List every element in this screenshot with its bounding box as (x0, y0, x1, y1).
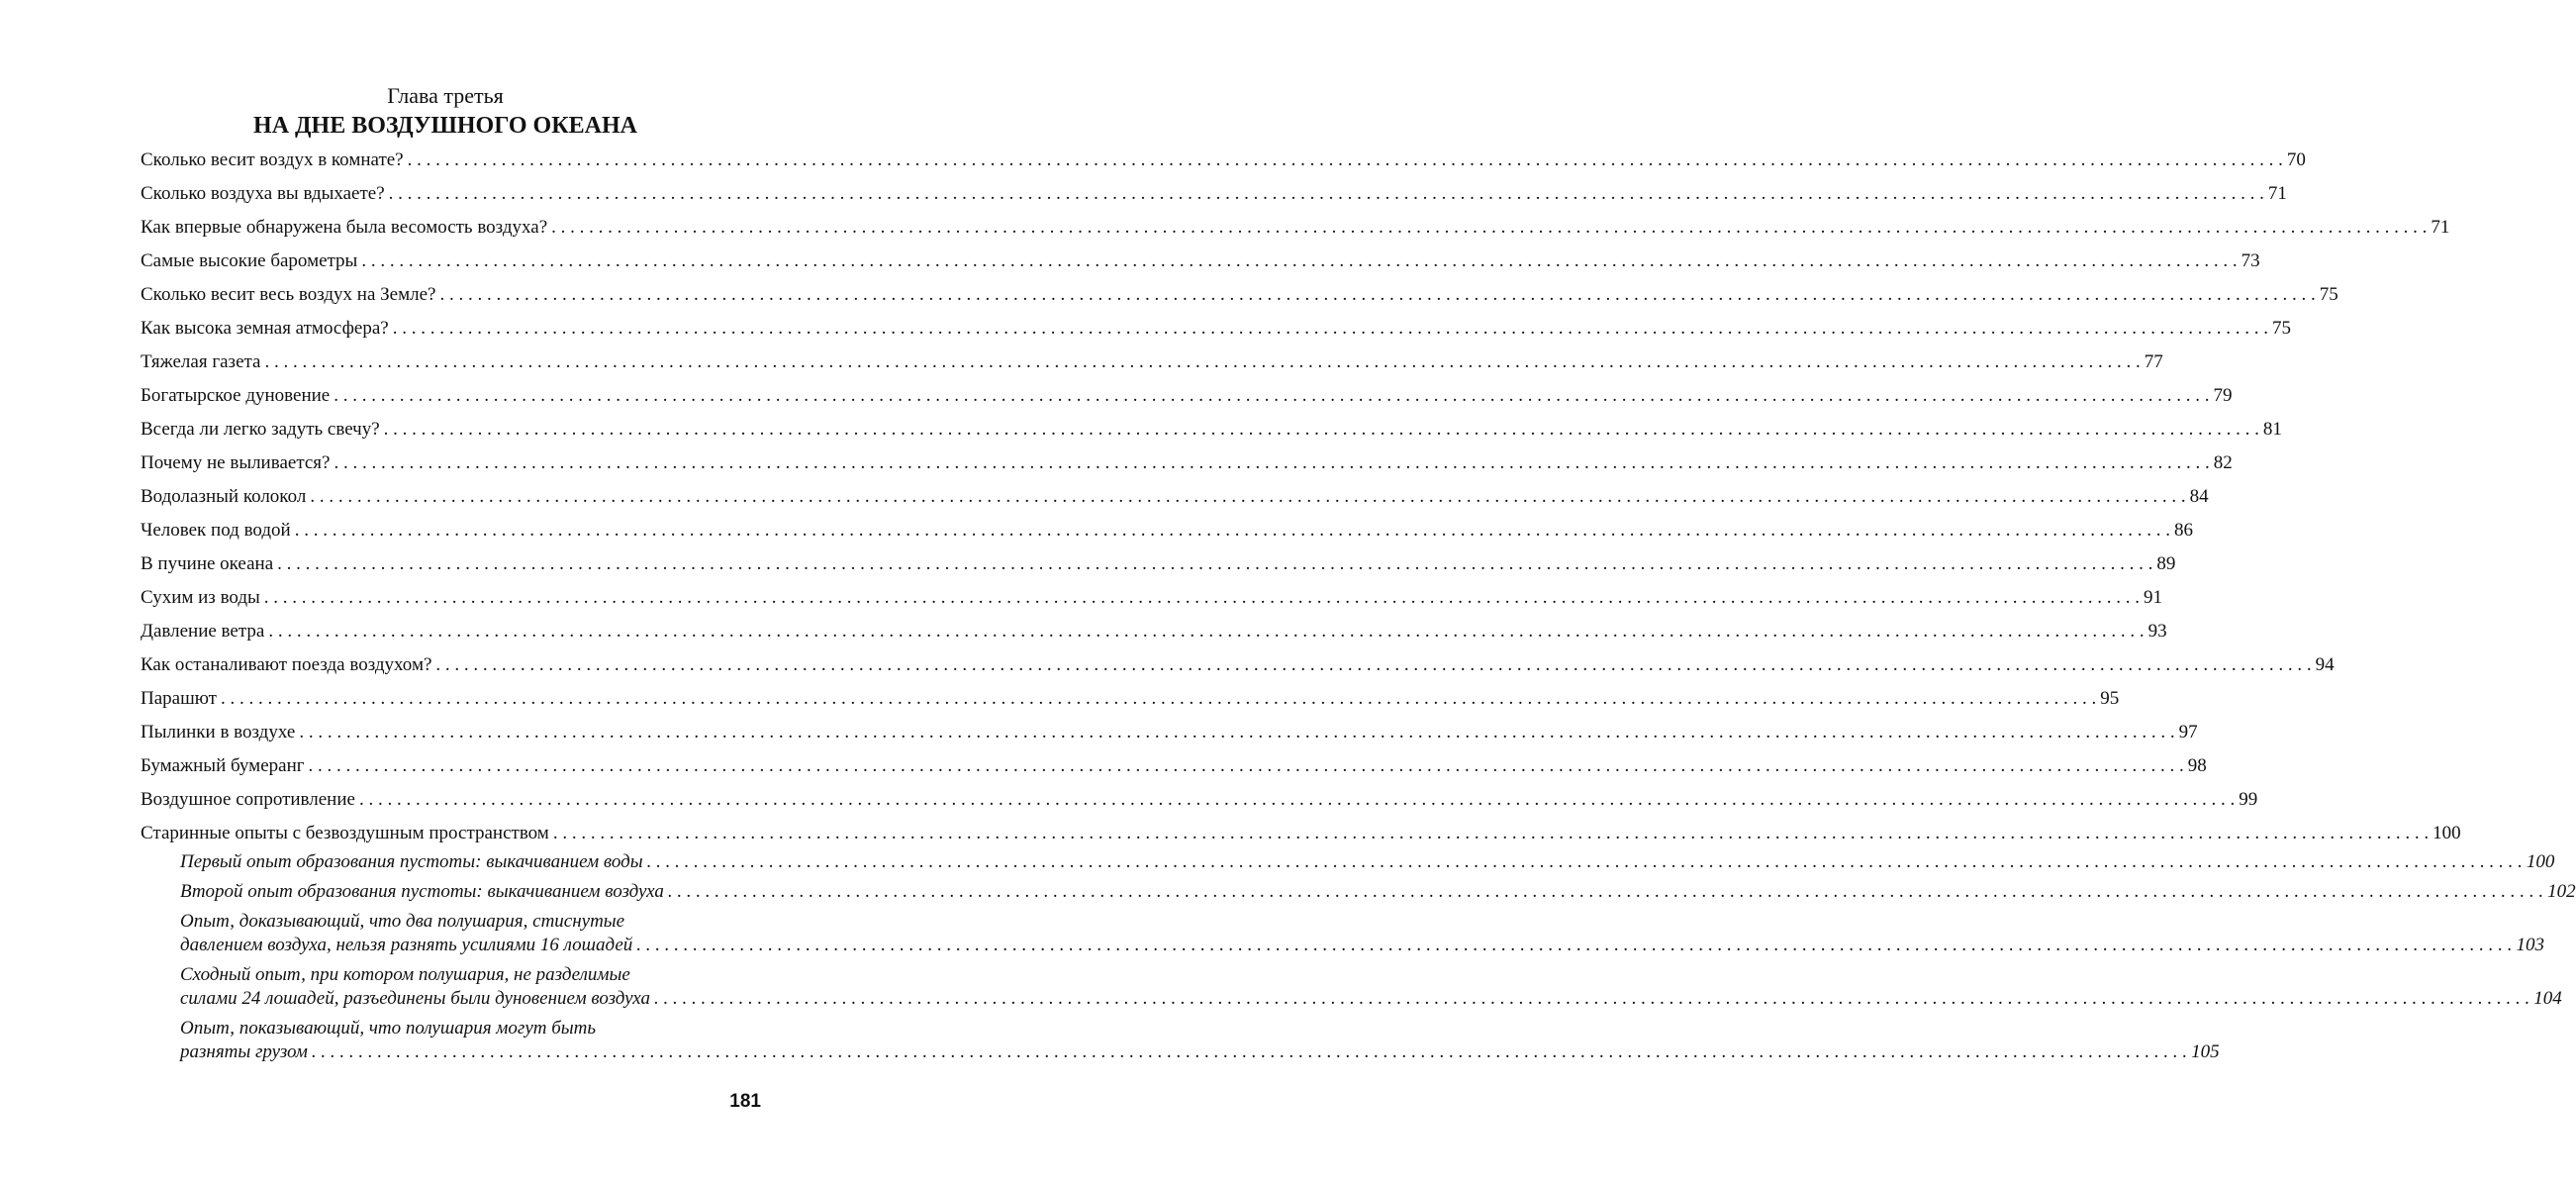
dot-leader: . . . . . . . . . . . . . . . . . . . . . . . . . . . . . . . . . . . . . . . . . . . . . . . . . . . . . . . . . . . . . . . . . . . . . . . . . . . . . . . . . . . . . . . . . . . . . . . . . . . . . . . . . . . . . . . . . . . . . . . . . . . . . . . . . . . . . . . . . . . . . . . . . . . . . . . . . . . . . . . . . . . . . . . . . . . . . . . . . . . . . . . . . . . . . . . . . . . . . . . . (392, 318, 2268, 339)
toc-entry-page: 81 (2262, 419, 2282, 440)
toc-entry-title: силами 24 лошадей, разъединены были дуновением воздуха (180, 988, 650, 1009)
toc-entry (141, 312, 2291, 346)
toc-entry-page: 75 (2319, 284, 2338, 305)
toc-entry-page: 93 (2147, 621, 2167, 642)
toc-entry-page: 75 (2271, 318, 2291, 339)
toc-entry-title: Почему не выливается? (141, 452, 331, 473)
toc-entry (141, 682, 2120, 716)
toc-subentry-line1: Опыт, показывающий, что полушария могут быть (180, 1018, 597, 1039)
toc-entry-title: Всегда ли легко задуть свечу? (141, 419, 380, 440)
toc-subentry-block (180, 880, 2576, 904)
toc-entry-title: Как впервые обнаружена была весомость воздуха? (141, 217, 548, 238)
dot-leader: . . . . . . . . . . . . . . . . . . . . . . . . . . . . . . . . . . . . . . . . . . . . . . . . . . . . . . . . . . . . . . . . . . . . . . . . . . . . . . . . . . . . . . . . . . . . . . . . . . . . . . . . . . . . . . . . . . . . . . . . . . . . . . . . . . . . . . . . . . . . . . . . . . . . . . . . . . . . . . . . . . . . . . . . . . . . . . . . . . . . . . . . . . . . . . . . . . . . . . . . (383, 419, 2259, 440)
toc-entry (141, 817, 2461, 850)
chapter-label: Глава третья (387, 83, 504, 108)
toc-entry (141, 446, 2233, 480)
toc-entry-title: Сколько весит весь воздух на Земле? (141, 284, 436, 305)
toc-entry (141, 716, 2198, 749)
dot-leader: . . . . . . . . . . . . . . . . . . . . . . . . . . . . . . . . . . . . . . . . . . . . . . . . . . . . . . . . . . . . . . . . . . . . . . . . . . . . . . . . . . . . . . . . . . . . . . . . . . . . . . . . . . . . . . . . . . . . . . . . . . . . . . . . . . . . . . . . . . . . . . . . . . . . . . . . . . . . . . . . . . . . . . . . . . . . . . . . . . . . . . . . . . . . . . . . . . . . . . . . (361, 250, 2238, 271)
toc-subentry-block (180, 910, 2545, 957)
toc-entry-title: Давление ветра (141, 621, 265, 642)
page-number: 181 (729, 1091, 761, 1112)
dot-leader: . . . . . . . . . . . . . . . . . . . . . . . . . . . . . . . . . . . . . . . . . . . . . . . . . . . . . . . . . . . . . . . . . . . . . . . . . . . . . . . . . . . . . . . . . . . . . . . . . . . . . . . . . . . . . . . . . . . . . . . . . . . . . . . . . . . . . . . . . . . . . . . . . . . . . . . . . . . . . . . . . . . . . . . . . . . . . . . . . . . . . . . . . . . . . . . . . . . . . . . . (439, 284, 2316, 305)
toc-entry-page: 86 (2173, 520, 2193, 541)
toc-entry-title: Богатырское дуновение (141, 385, 331, 406)
toc-entry (141, 783, 2258, 817)
dot-leader: . . . . . . . . . . . . . . . . . . . . . . . . . . . . . . . . . . . . . . . . . . . . . . . . . . . . . . . . . . . . . . . . . . . . . . . . . . . . . . . . . . . . . . . . . . . . . . . . . . . . . . . . . . . . . . . . . . . . . . . . . . . . . . . . . . . . . . . . . . . . . . . . . . . . . . . . . . . . . . . . . . . . . . . . . . . . . . . . . . . . . . . . . . . . . . . . . . . . . . . . (551, 217, 2428, 238)
toc-entry (141, 245, 2260, 278)
toc-entry (141, 346, 2163, 379)
toc-entry (141, 379, 2233, 413)
toc-subentry (180, 850, 2555, 874)
toc-entry-page: 79 (2213, 385, 2233, 406)
toc-entry-title: Парашют (141, 688, 217, 709)
toc-entry-page: 71 (2267, 183, 2287, 204)
toc-subentry-line1: Опыт, доказывающий, что два полушария, стиснутые (180, 911, 625, 932)
toc-entry-title: Сколько весит воздух в комнате? (141, 149, 404, 170)
toc-entry-title: Первый опыт образования пустоты: выкачиванием воды (180, 851, 643, 872)
toc-entry-title: Как останаливают поезда воздухом? (141, 654, 432, 675)
toc-entry (141, 648, 2335, 682)
dot-leader: . . . . . . . . . . . . . . . . . . . . . . . . . . . . . . . . . . . . . . . . . . . . . . . . . . . . . . . . . . . . . . . . . . . . . . . . . . . . . . . . . . . . . . . . . . . . . . . . . . . . . . . . . . . . . . . . . . . . . . . . . . . . . . . . . . . . . . . . . . . . . . . . . . . . . . . . . . . . . . . . . . . . . . . . . . . . . . . . . . . . . . . . . . . . . . . . . . . . . . . . (667, 881, 2544, 902)
toc-entry-title: давлением воздуха, нельзя разнять усилиями 16 лошадей (180, 935, 633, 955)
toc-entry-page: 104 (2533, 988, 2562, 1009)
dot-leader: . . . . . . . . . . . . . . . . . . . . . . . . . . . . . . . . . . . . . . . . . . . . . . . . . . . . . . . . . . . . . . . . . . . . . . . . . . . . . . . . . . . . . . . . . . . . . . . . . . . . . . . . . . . . . . . . . . . . . . . . . . . . . . . . . . . . . . . . . . . . . . . . . . . . . . . . . . . . . . . . . . . . . . . . . . . . . . . . . . . . . . . . . . . . . . . . . . . . . . . . (263, 587, 2141, 608)
dot-leader: . . . . . . . . . . . . . . . . . . . . . . . . . . . . . . . . . . . . . . . . . . . . . . . . . . . . . . . . . . . . . . . . . . . . . . . . . . . . . . . . . . . . . . . . . . . . . . . . . . . . . . . . . . . . . . . . . . . . . . . . . . . . . . . . . . . . . . . . . . . . . . . . . . . . . . . . . . . . . . . . . . . . . . . . . . . . . . . . . . . . . . . . . . . . . . . . . . . . . . . . (435, 654, 2312, 675)
dot-leader: . . . . . . . . . . . . . . . . . . . . . . . . . . . . . . . . . . . . . . . . . . . . . . . . . . . . . . . . . . . . . . . . . . . . . . . . . . . . . . . . . . . . . . . . . . . . . . . . . . . . . . . . . . . . . . . . . . . . . . . . . . . . . . . . . . . . . . . . . . . . . . . . . . . . . . . . . . . . . . . . . . . . . . . . . . . . . . . . . . . . . . . . . . . . . . . . . . . . . . . . (310, 486, 2186, 507)
dot-leader: . . . . . . . . . . . . . . . . . . . . . . . . . . . . . . . . . . . . . . . . . . . . . . . . . . . . . . . . . . . . . . . . . . . . . . . . . . . . . . . . . . . . . . . . . . . . . . . . . . . . . . . . . . . . . . . . . . . . . . . . . . . . . . . . . . . . . . . . . . . . . . . . . . . . . . . . . . . . . . . . . . . . . . . . . . . . . . . . . . . . . . . . . . . . . . . . . . . . . . . . (311, 1041, 2188, 1062)
toc-entry (141, 514, 2193, 547)
dot-leader: . . . . . . . . . . . . . . . . . . . . . . . . . . . . . . . . . . . . . . . . . . . . . . . . . . . . . . . . . . . . . . . . . . . . . . . . . . . . . . . . . . . . . . . . . . . . . . . . . . . . . . . . . . . . . . . . . . . . . . . . . . . . . . . . . . . . . . . . . . . . . . . . . . . . . . . . . . . . . . . . . . . . . . . . . . . . . . . . . . . . . . . . . . . . . . . . . . . . . . . . (552, 823, 2430, 843)
dot-leader: . . . . . . . . . . . . . . . . . . . . . . . . . . . . . . . . . . . . . . . . . . . . . . . . . . . . . . . . . . . . . . . . . . . . . . . . . . . . . . . . . . . . . . . . . . . . . . . . . . . . . . . . . . . . . . . . . . . . . . . . . . . . . . . . . . . . . . . . . . . . . . . . . . . . . . . . . . . . . . . . . . . . . . . . . . . . . . . . . . . . . . . . . . . . . . . . . . . . . . . . (407, 149, 2283, 170)
toc-entry-title: Самые высокие барометры (141, 250, 358, 271)
toc-subentry-block (180, 850, 2555, 874)
dot-leader: . . . . . . . . . . . . . . . . . . . . . . . . . . . . . . . . . . . . . . . . . . . . . . . . . . . . . . . . . . . . . . . . . . . . . . . . . . . . . . . . . . . . . . . . . . . . . . . . . . . . . . . . . . . . . . . . . . . . . . . . . . . . . . . . . . . . . . . . . . . . . . . . . . . . . . . . . . . . . . . . . . . . . . . . . . . . . . . . . . . . . . . . . . . . . . . . . . . . . . . . (264, 351, 2141, 372)
toc-entry-page: 99 (2239, 789, 2258, 810)
toc-entry-title: Воздушное сопротивление (141, 789, 355, 810)
toc-subentry-line1: Сходный опыт, при котором полушария, не разделимые (180, 964, 630, 985)
toc-entry (141, 177, 2287, 211)
toc-entry (141, 615, 2167, 648)
dot-leader: . . . . . . . . . . . . . . . . . . . . . . . . . . . . . . . . . . . . . . . . . . . . . . . . . . . . . . . . . . . . . . . . . . . . . . . . . . . . . . . . . . . . . . . . . . . . . . . . . . . . . . . . . . . . . . . . . . . . . . . . . . . . . . . . . . . . . . . . . . . . . . . . . . . . . . . . . . . . . . . . . . . . . . . . . . . . . . . . . . . . . . . . . . . . . . . . . . . . . . . . (277, 553, 2153, 574)
toc-entry-title: Человек под водой (141, 520, 291, 541)
toc-entry-page: 89 (2156, 553, 2176, 574)
toc-entry (141, 547, 2176, 581)
dot-leader: . . . . . . . . . . . . . . . . . . . . . . . . . . . . . . . . . . . . . . . . . . . . . . . . . . . . . . . . . . . . . . . . . . . . . . . . . . . . . . . . . . . . . . . . . . . . . . . . . . . . . . . . . . . . . . . . . . . . . . . . . . . . . . . . . . . . . . . . . . . . . . . . . . . . . . . . . . . . . . . . . . . . . . . . . . . . . . . . . . . . . . . . . . . . . . . . . . . . . . . . (388, 183, 2264, 204)
toc-entry-title: Второй опыт образования пустоты: выкачиванием воздуха (180, 881, 664, 902)
toc-entry-page: 102 (2547, 881, 2576, 902)
dot-leader: . . . . . . . . . . . . . . . . . . . . . . . . . . . . . . . . . . . . . . . . . . . . . . . . . . . . . . . . . . . . . . . . . . . . . . . . . . . . . . . . . . . . . . . . . . . . . . . . . . . . . . . . . . . . . . . . . . . . . . . . . . . . . . . . . . . . . . . . . . . . . . . . . . . . . . . . . . . . . . . . . . . . . . . . . . . . . . . . . . . . . . . . . . . . . . . . . . . . . . . . (334, 452, 2210, 473)
toc-subentry-block (180, 1017, 2220, 1064)
toc-entry-page: 91 (2144, 587, 2163, 608)
dot-leader: . . . . . . . . . . . . . . . . . . . . . . . . . . . . . . . . . . . . . . . . . . . . . . . . . . . . . . . . . . . . . . . . . . . . . . . . . . . . . . . . . . . . . . . . . . . . . . . . . . . . . . . . . . . . . . . . . . . . . . . . . . . . . . . . . . . . . . . . . . . . . . . . . . . . . . . . . . . . . . . . . . . . . . . . . . . . . . . . . . . . . . . . . . . . . . . . . . . . . . . . (653, 988, 2530, 1009)
toc-entry-title: Бумажный бумеранг (141, 755, 305, 776)
dot-leader: . . . . . . . . . . . . . . . . . . . . . . . . . . . . . . . . . . . . . . . . . . . . . . . . . . . . . . . . . . . . . . . . . . . . . . . . . . . . . . . . . . . . . . . . . . . . . . . . . . . . . . . . . . . . . . . . . . . . . . . . . . . . . . . . . . . . . . . . . . . . . . . . . . . . . . . . . . . . . . . . . . . . . . . . . . . . . . . . . . . . . . . . . . . . . . . . . . . . . . . . (358, 789, 2236, 810)
toc-entry (141, 480, 2209, 514)
toc-entry-page: 73 (2241, 250, 2260, 271)
toc-entry-page: 95 (2100, 688, 2120, 709)
toc-entry-page: 100 (2526, 851, 2555, 872)
toc-entry (141, 278, 2338, 312)
table-of-contents (141, 144, 2576, 1064)
toc-entry-page: 103 (2516, 935, 2545, 955)
toc-entry-title: Как высока земная атмосфера? (141, 318, 389, 339)
toc-subentry-block (180, 963, 2562, 1011)
toc-entry-page: 77 (2144, 351, 2163, 372)
chapter-title: НА ДНЕ ВОЗДУШНОГО ОКЕАНА (253, 113, 637, 139)
toc-entry (141, 413, 2282, 446)
toc-entry-page: 84 (2189, 486, 2209, 507)
toc-entry (141, 144, 2306, 177)
toc-entry-page: 94 (2315, 654, 2335, 675)
toc-entry-page: 97 (2178, 722, 2198, 742)
toc-entry-page: 100 (2433, 823, 2461, 843)
toc-entry-title: Сколько воздуха вы вдыхаете? (141, 183, 385, 204)
toc-entry-page: 105 (2191, 1041, 2220, 1062)
toc-subentry (180, 987, 2562, 1011)
toc-entry (141, 211, 2450, 245)
dot-leader: . . . . . . . . . . . . . . . . . . . . . . . . . . . . . . . . . . . . . . . . . . . . . . . . . . . . . . . . . . . . . . . . . . . . . . . . . . . . . . . . . . . . . . . . . . . . . . . . . . . . . . . . . . . . . . . . . . . . . . . . . . . . . . . . . . . . . . . . . . . . . . . . . . . . . . . . . . . . . . . . . . . . . . . . . . . . . . . . . . . . . . . . . . . . . . . . . . . . . . . . (294, 520, 2170, 541)
toc-entry-page: 71 (2431, 217, 2450, 238)
dot-leader: . . . . . . . . . . . . . . . . . . . . . . . . . . . . . . . . . . . . . . . . . . . . . . . . . . . . . . . . . . . . . . . . . . . . . . . . . . . . . . . . . . . . . . . . . . . . . . . . . . . . . . . . . . . . . . . . . . . . . . . . . . . . . . . . . . . . . . . . . . . . . . . . . . . . . . . . . . . . . . . . . . . . . . . . . . . . . . . . . . . . . . . . . . . . . . . . . . . . . . . . (334, 385, 2210, 406)
toc-entry-page: 82 (2213, 452, 2233, 473)
toc-subentry (180, 880, 2576, 904)
dot-leader: . . . . . . . . . . . . . . . . . . . . . . . . . . . . . . . . . . . . . . . . . . . . . . . . . . . . . . . . . . . . . . . . . . . . . . . . . . . . . . . . . . . . . . . . . . . . . . . . . . . . . . . . . . . . . . . . . . . . . . . . . . . . . . . . . . . . . . . . . . . . . . . . . . . . . . . . . . . . . . . . . . . . . . . . . . . . . . . . . . . . . . . . . . . . . . . . . . . . . . . . (646, 851, 2523, 872)
toc-subentry (180, 934, 2545, 957)
dot-leader: . . . . . . . . . . . . . . . . . . . . . . . . . . . . . . . . . . . . . . . . . . . . . . . . . . . . . . . . . . . . . . . . . . . . . . . . . . . . . . . . . . . . . . . . . . . . . . . . . . . . . . . . . . . . . . . . . . . . . . . . . . . . . . . . . . . . . . . . . . . . . . . . . . . . . . . . . . . . . . . . . . . . . . . . . . . . . . . . . . . . . . . . . . . . . . . . . . . . . . . . (268, 621, 2145, 642)
toc-subentry (180, 1040, 2220, 1064)
toc-entry-title: Пылинки в воздухе (141, 722, 296, 742)
toc-sub-entries (141, 850, 2576, 1064)
dot-leader: . . . . . . . . . . . . . . . . . . . . . . . . . . . . . . . . . . . . . . . . . . . . . . . . . . . . . . . . . . . . . . . . . . . . . . . . . . . . . . . . . . . . . . . . . . . . . . . . . . . . . . . . . . . . . . . . . . . . . . . . . . . . . . . . . . . . . . . . . . . . . . . . . . . . . . . . . . . . . . . . . . . . . . . . . . . . . . . . . . . . . . . . . . . . . . . . . . . . . . . . (299, 722, 2175, 742)
toc-entry-title: разняты грузом (180, 1041, 308, 1062)
toc-entry-page: 98 (2187, 755, 2207, 776)
dot-leader: . . . . . . . . . . . . . . . . . . . . . . . . . . . . . . . . . . . . . . . . . . . . . . . . . . . . . . . . . . . . . . . . . . . . . . . . . . . . . . . . . . . . . . . . . . . . . . . . . . . . . . . . . . . . . . . . . . . . . . . . . . . . . . . . . . . . . . . . . . . . . . . . . . . . . . . . . . . . . . . . . . . . . . . . . . . . . . . . . . . . . . . . . . . . . . . . . . . . . . . . (636, 935, 2513, 955)
toc-entry-title: Старинные опыты с безвоздушным пространством (141, 823, 549, 843)
toc-entry-title: Тяжелая газета (141, 351, 261, 372)
toc-entry-page: 70 (2286, 149, 2306, 170)
toc-entry (141, 581, 2163, 615)
toc-entry-title: Сухим из воды (141, 587, 260, 608)
dot-leader: . . . . . . . . . . . . . . . . . . . . . . . . . . . . . . . . . . . . . . . . . . . . . . . . . . . . . . . . . . . . . . . . . . . . . . . . . . . . . . . . . . . . . . . . . . . . . . . . . . . . . . . . . . . . . . . . . . . . . . . . . . . . . . . . . . . . . . . . . . . . . . . . . . . . . . . . . . . . . . . . . . . . . . . . . . . . . . . . . . . . . . . . . . . . . . . . . . . . . . . . (308, 755, 2184, 776)
dot-leader: . . . . . . . . . . . . . . . . . . . . . . . . . . . . . . . . . . . . . . . . . . . . . . . . . . . . . . . . . . . . . . . . . . . . . . . . . . . . . . . . . . . . . . . . . . . . . . . . . . . . . . . . . . . . . . . . . . . . . . . . . . . . . . . . . . . . . . . . . . . . . . . . . . . . . . . . . . . . . . . . . . . . . . . . . . . . . . . . . . . . . . . . . . . . . . . . . . . . . . . . (220, 688, 2097, 709)
toc-main-entries (141, 144, 2461, 850)
toc-entry-title: В пучине океана (141, 553, 274, 574)
toc-entry (141, 749, 2207, 783)
toc-entry-title: Водолазный колокол (141, 486, 307, 507)
